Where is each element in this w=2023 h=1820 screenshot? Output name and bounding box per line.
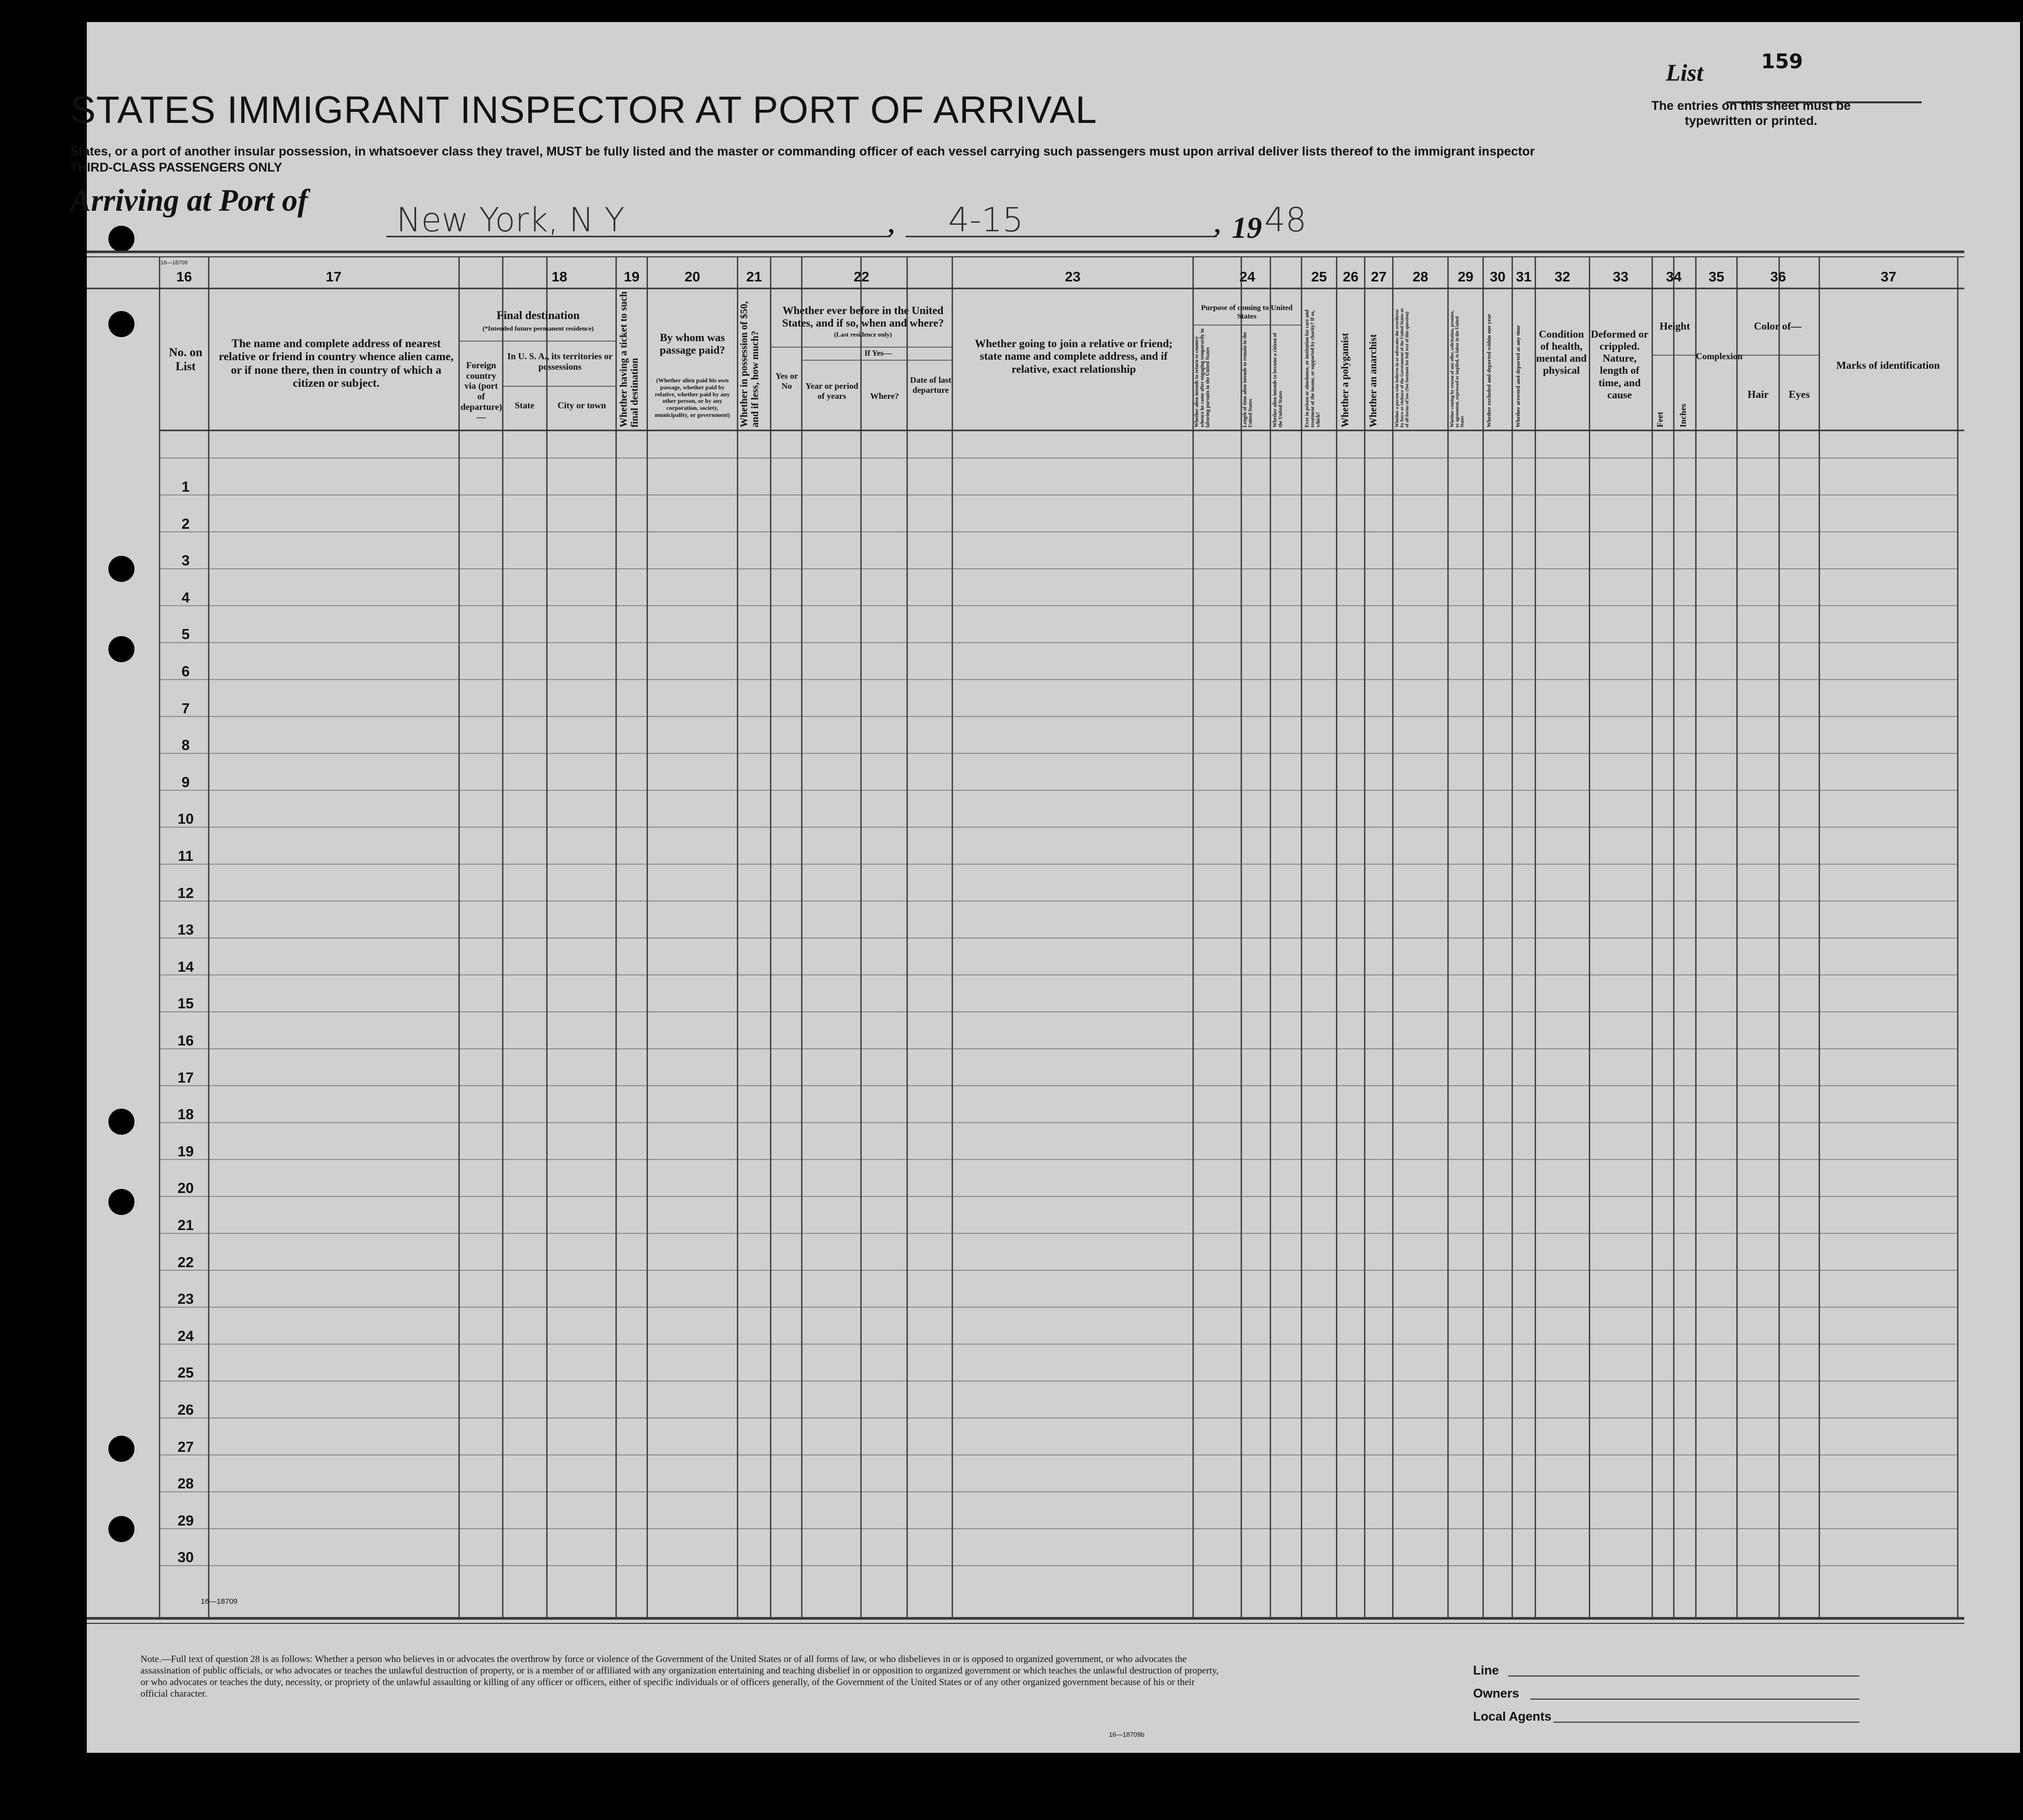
row-number: 16 [177,1033,194,1049]
header-possession-50: Whether in possession of $50, and if less, how much? [739,301,761,427]
header-hair: Hair [1748,388,1769,400]
signature-line-label: Line [1473,1663,1499,1678]
row-number: 1 [181,479,190,495]
header-purpose: Purpose of coming to United States [1201,304,1293,321]
header-foreign-country: Foreign country via (port of departure)— [461,360,502,422]
header-final-destination: Final destination [496,309,580,322]
column-number: 37 [1881,269,1897,284]
row-number: 22 [177,1254,194,1271]
port-handwritten: New York, N Y [396,201,625,239]
header-year-period: Year or period of years [805,381,858,401]
row-number: 20 [177,1180,194,1197]
column-number: 29 [1458,269,1474,284]
header-complexion: Complexion [1696,351,1743,361]
form-code-top: 16—18709 [161,260,188,266]
header-height: Height [1659,320,1690,332]
header-if-yes: If Yes— [864,349,892,358]
form-code-bottom: 16—18709 [201,1597,238,1606]
signature-agents-label: Local Agents [1473,1710,1552,1724]
header-date-last-departure: Date of last departure [910,375,952,395]
header-no-on-list: No. on List [169,346,203,373]
date-handwritten: 4-15 [948,201,1024,239]
header-ticket: Whether having a ticket to such final destination [618,291,640,427]
header-final-destination-note: (*Intended future permanent residence) [482,325,594,332]
list-label: List [1666,60,1703,86]
header-passage-paid-note: (Whether alien paid his own passage, whether paid by relative, whether paid by any other person, or by any corporation, society, municipality, or government) [655,377,730,418]
column-number: 27 [1371,269,1387,284]
header-in-usa: In U. S. A., its territories or possessions [507,351,613,372]
arriving-label: Arriving at Port of [70,184,308,218]
row-number: 27 [177,1439,194,1455]
footnote-code: 16—18709b [1109,1731,1144,1738]
header-nearest-relative: The name and complete address of nearest relative or friend in country whence alien came, or if none there, then in country of which a citizen or subject. [218,337,454,390]
header-last-residence: (Last residence only) [834,331,892,338]
row-number: 18 [177,1107,194,1123]
header-purpose-b: Length of time alien intends to remain in the United States [1242,332,1253,427]
year-printed: 19 [1232,211,1262,244]
header-eyes: Eyes [1789,388,1810,400]
column-number: 17 [326,269,342,284]
row-number: 19 [177,1143,194,1160]
header-anarchist: Whether an anarchist [1368,334,1379,427]
header-where: Where? [870,391,899,401]
row-number: 15 [177,996,194,1012]
column-number: 16 [176,269,192,284]
form-title: STATES IMMIGRANT INSPECTOR AT PORT OF ARRIVAL [70,89,1097,131]
row-number: 23 [177,1291,194,1308]
row-number: 14 [177,959,194,975]
header-feet: Feet [1655,411,1665,427]
header-join-relative: Whether going to join a relative or friend; state name and complete address, and if relative, exact relationship [974,337,1173,375]
header-polygamist: Whether a polygamist [1340,333,1351,427]
row-number: 9 [181,774,190,791]
header-purpose-c: Whether alien intends to become a citizen of the United States [1272,333,1283,427]
header-marks: Marks of identification [1836,359,1940,371]
passenger-class: THIRD-CLASS PASSENGERS ONLY [70,161,282,175]
column-number: 32 [1554,269,1570,284]
row-number: 4 [181,589,190,606]
header-state: State [515,400,534,410]
row-number: 8 [181,737,190,754]
column-number: 35 [1708,269,1724,284]
header-coming-offer: Whether coming by reason of any offer, solicitation, promise, or agreement, expressed or implied, to labor in the United States [1450,310,1465,427]
header-yes-or-no: Yes or No [775,371,798,391]
row-number: 25 [177,1365,194,1382]
signature-owners-label: Owners [1473,1687,1519,1701]
column-number: 19 [624,269,640,284]
column-number: 30 [1490,269,1506,284]
column-number: 22 [853,269,870,284]
row-number: 2 [181,516,190,532]
header-ever-before: Whether ever before in the United States, and if so, when and where? [782,304,944,330]
row-number: 29 [177,1512,194,1529]
header-arrested: Whether arrested and deported at any time [1515,325,1521,427]
row-number: 17 [177,1070,194,1086]
header-prison: Ever in prison or almshouse, or institution for care and treatment of the insane, or supported by charity? If so, which? [1305,310,1321,427]
header-deformed: Deformed or crippled. Nature, length of time, and cause [1591,328,1649,401]
header-passage-paid: By whom was passage paid? [659,331,726,357]
row-number: 21 [177,1218,194,1234]
header-condition: Condition of health, mental and physical [1536,328,1587,377]
header-excluded: Whether excluded and deported within one year [1486,314,1492,427]
row-number: 11 [178,848,194,864]
header-inches: Inches [1678,403,1688,427]
column-number: 21 [746,269,762,284]
row-number: 10 [177,811,194,828]
column-number: 24 [1239,269,1255,284]
row-number: 12 [177,885,194,901]
row-number: 3 [181,553,190,569]
column-number: 18 [551,269,567,284]
footnote-q28: Note.—Full text of question 28 is as follows: Whether a person who believes in or advocates the overthrow by force or violence of the Government of the United States or of all forms of law, or who disbelieves in or is opposed to organized government, or who advocates the assassination of public officials, or who advocates or teaches the unlawful destruction of property, or is a member of or affiliated with any organization entertaining and teaching disbelief in or opposition to organized government or which teaches the unlawful destruction of property, or who advocates or teaches the duty, necessity, or propriety of the unlawful assaulting or killing of any officer or officers, either of specific individuals or of officers generally, of the Government of the United States or of any other organized government because of his or their official character. [140,1654,1219,1699]
header-color-of: Color of— [1754,320,1802,332]
year-handwritten: 48 [1264,201,1307,239]
row-number: 28 [177,1476,194,1492]
header-overthrow: Whether a person who believes in or advocates the overthrow by force or violence of the Government of the United States or of all forms of law (See footnote for full text of this question) [1394,308,1409,427]
column-number: 26 [1343,269,1359,284]
list-number: 159 [1761,50,1803,73]
row-number: 7 [181,700,190,717]
column-number: 31 [1516,269,1532,284]
column-number: 20 [684,269,700,284]
column-number: 28 [1412,269,1428,284]
typewritten-instruction: The entries on this sheet must be typewritten or printed. [1651,99,1851,128]
row-number: 6 [181,664,190,680]
form-subtitle: States, or a port of another insular possession, in whatsoever class they travel, MUST be fully listed and the master or commanding officer of each vessel carrying such passengers must upon arrival deliver lists thereof to the immigrant inspector [70,144,1535,159]
header-city: City or town [557,400,606,410]
row-number: 13 [177,922,194,939]
column-number: 36 [1770,269,1786,284]
row-number: 5 [181,627,190,643]
row-number: 24 [177,1328,194,1344]
column-number: 25 [1311,269,1327,284]
column-number: 23 [1065,269,1081,284]
header-purpose-a: Whether alien intends to return to country whence he came after engaging temporarily in laboring pursuits in the United States [1194,329,1211,427]
row-number: 30 [177,1550,194,1566]
row-number: 26 [177,1402,194,1418]
column-number: 34 [1666,269,1682,284]
column-number: 33 [1613,269,1629,284]
